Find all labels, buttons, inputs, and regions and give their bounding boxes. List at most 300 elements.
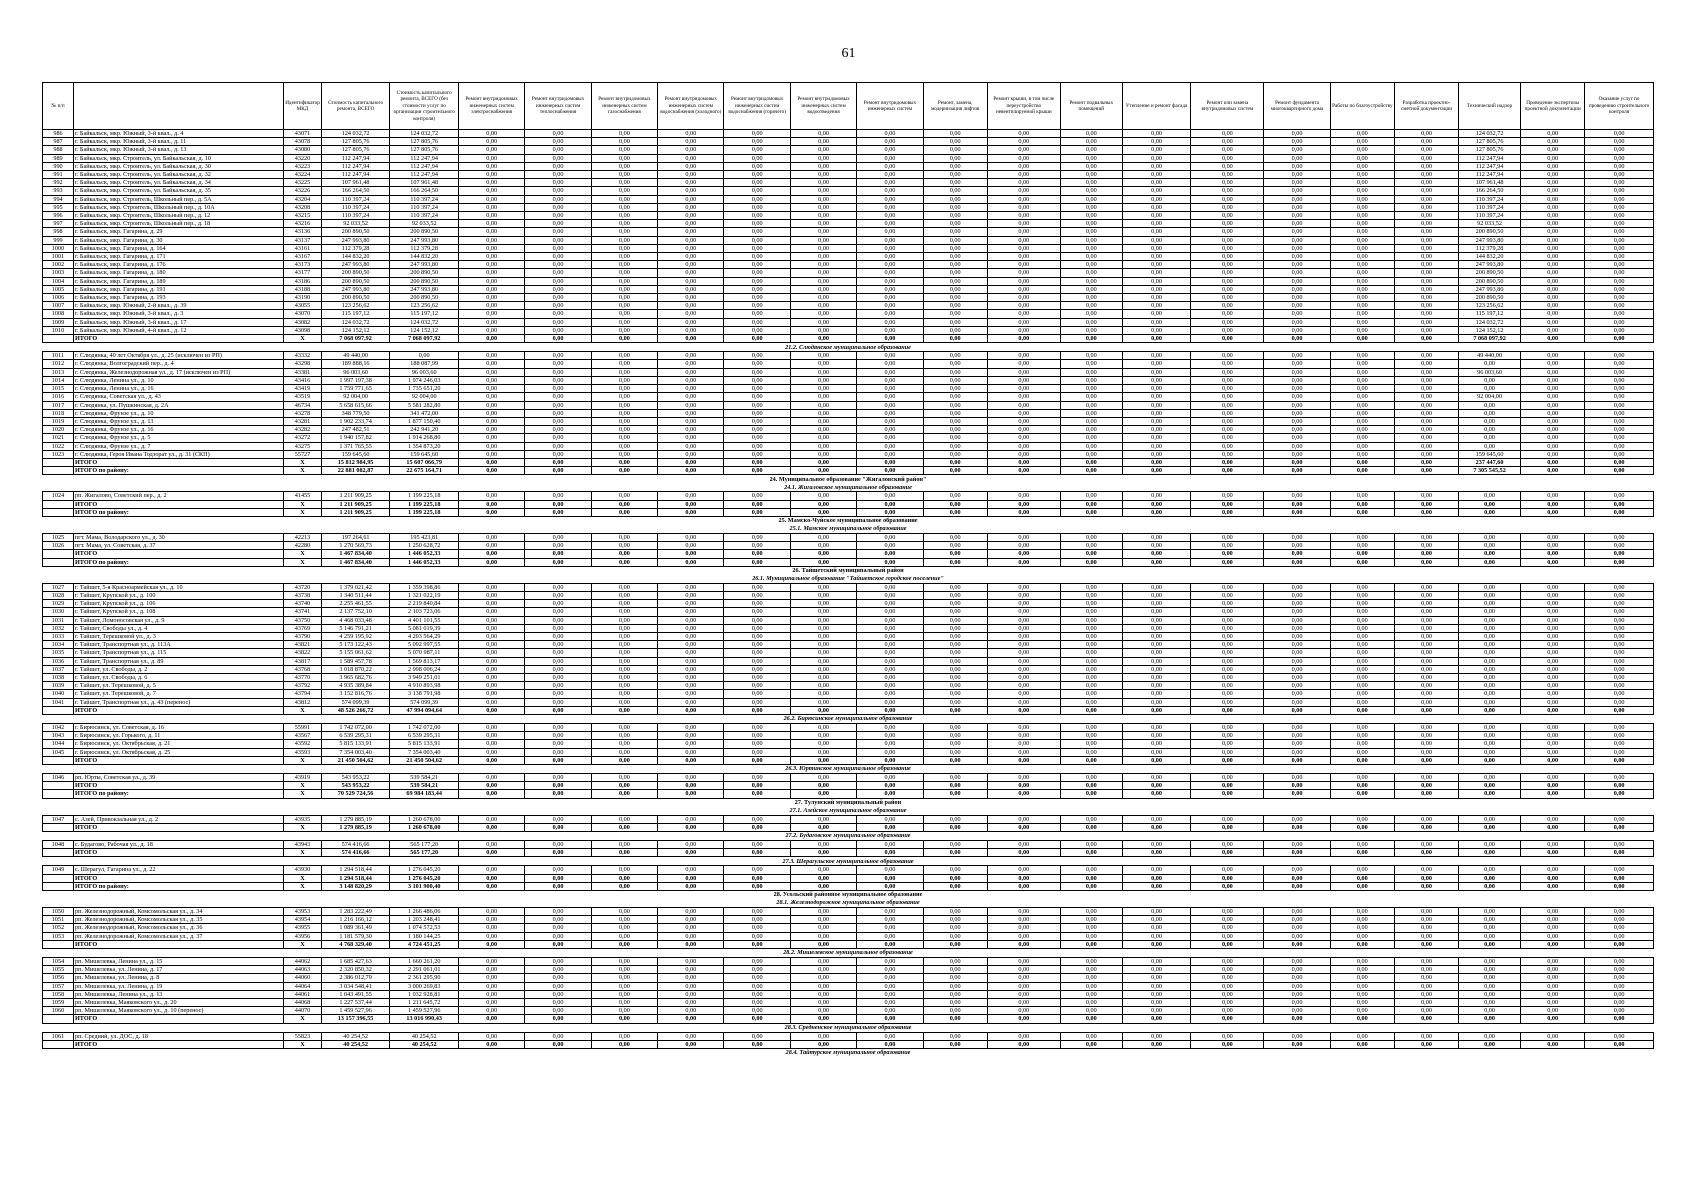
address-cell: г. Байкальск, мкр. Строитель, ул. Байкальская, д. 10 — [73, 154, 283, 162]
technical-supervision-cell: 0,00 — [1459, 657, 1521, 665]
work-value-cell: 0,00 — [458, 782, 524, 790]
work-value-cell: 0,00 — [1060, 179, 1122, 187]
work-value-cell: 0,00 — [591, 657, 657, 665]
work-value-cell: 0,00 — [658, 774, 724, 782]
cost-without-control-cell: 3 949 251,01 — [390, 673, 459, 681]
work-value-cell: 0,00 — [1122, 690, 1191, 698]
work-value-cell: 0,00 — [525, 649, 591, 657]
work-value-cell: 0,00 — [525, 641, 591, 649]
row-number: 1060 — [43, 1007, 74, 1015]
total-cost-cell: 112 247,94 — [321, 171, 390, 179]
total-cost-cell: 112 247,94 — [321, 162, 390, 170]
work-value-cell: 0,00 — [591, 154, 657, 162]
work-value-cell: 0,00 — [987, 467, 1060, 475]
work-value-cell: 0,00 — [790, 335, 856, 343]
work-value-cell: 0,00 — [923, 269, 987, 277]
work-value-cell: 0,00 — [1060, 673, 1122, 681]
total-row — [43, 790, 1654, 798]
work-value-cell: 0,00 — [1122, 409, 1191, 417]
work-value-cell: 0,00 — [658, 187, 724, 195]
work-value-cell: 0,00 — [525, 277, 591, 285]
cost-without-control-cell: 123 256,62 — [390, 302, 459, 310]
work-value-cell: 0,00 — [1060, 908, 1122, 916]
work-value-cell: 0,00 — [724, 130, 790, 138]
work-value-cell: 0,00 — [790, 146, 856, 154]
row-number — [43, 782, 74, 790]
work-value-cell: 0,00 — [658, 608, 724, 616]
work-value-cell: 0,00 — [1394, 1007, 1458, 1015]
work-value-cell: 0,00 — [525, 916, 591, 924]
work-value-cell: 0,00 — [724, 982, 790, 990]
work-value-cell: 0,00 — [1264, 849, 1330, 857]
total-cost-cell: 1 216 166,12 — [321, 916, 390, 924]
work-value-cell: 0,00 — [987, 608, 1060, 616]
work-value-cell: 0,00 — [1521, 665, 1585, 673]
work-value-cell: 0,00 — [1060, 999, 1122, 1007]
work-value-cell: 0,00 — [658, 982, 724, 990]
total-cost-cell: 1 997 197,38 — [321, 376, 390, 384]
work-value-cell: 0,00 — [1191, 916, 1264, 924]
technical-supervision-cell: 0,00 — [1459, 558, 1521, 566]
mkd-id-cell: 43954 — [284, 916, 322, 924]
work-value-cell: 0,00 — [987, 533, 1060, 541]
total-cost-cell: 247 993,80 — [321, 285, 390, 293]
work-value-cell: 0,00 — [1585, 492, 1654, 500]
work-value-cell: 0,00 — [1264, 673, 1330, 681]
total-cost-cell: 5 146 791,21 — [321, 624, 390, 632]
work-value-cell: 0,00 — [1585, 187, 1654, 195]
work-value-cell: 0,00 — [1264, 138, 1330, 146]
section-heading: 26.1. Муниципальное образование "Тайшетское городское поселение" — [752, 575, 944, 583]
technical-supervision-cell: 0,00 — [1459, 958, 1521, 966]
work-value-cell: 0,00 — [591, 318, 657, 326]
work-value-cell: 0,00 — [1330, 326, 1394, 334]
address-cell: г. Тайшет, Крупской ул., д. 108 — [73, 608, 283, 616]
work-value-cell: 0,00 — [458, 409, 524, 417]
work-value-cell: 0,00 — [1330, 999, 1394, 1007]
work-value-cell: 0,00 — [1060, 195, 1122, 203]
work-value-cell: 0,00 — [1394, 285, 1458, 293]
work-value-cell: 0,00 — [987, 244, 1060, 252]
work-value-cell: 0,00 — [1264, 162, 1330, 170]
work-value-cell: 0,00 — [1330, 187, 1394, 195]
work-value-cell: 0,00 — [987, 253, 1060, 261]
work-value-cell: 0,00 — [458, 1040, 524, 1048]
work-value-cell: 0,00 — [525, 261, 591, 269]
work-value-cell: 0,00 — [658, 657, 724, 665]
work-value-cell: 0,00 — [724, 385, 790, 393]
work-value-cell: 0,00 — [1122, 450, 1191, 458]
table-row — [43, 352, 1654, 360]
work-value-cell: 0,00 — [1060, 442, 1122, 450]
work-value-cell: 0,00 — [857, 916, 923, 924]
total-row — [43, 335, 1654, 343]
work-value-cell: 0,00 — [1264, 624, 1330, 632]
work-value-cell: 0,00 — [1521, 823, 1585, 831]
work-value-cell: 0,00 — [591, 376, 657, 384]
work-value-cell: 0,00 — [1122, 665, 1191, 673]
work-value-cell: 0,00 — [1264, 401, 1330, 409]
work-value-cell: 0,00 — [1394, 236, 1458, 244]
address-cell: ИТОГО — [73, 1040, 283, 1048]
work-value-cell: 0,00 — [923, 698, 987, 706]
mkd-id-cell: 44062 — [284, 958, 322, 966]
address-cell: с. Шерагул, Гагарина ул., д. 22 — [73, 866, 283, 874]
work-value-cell: 0,00 — [658, 253, 724, 261]
work-value-cell: 0,00 — [1122, 874, 1191, 882]
work-value-cell: 0,00 — [1122, 492, 1191, 500]
work-value-cell: 0,00 — [1585, 990, 1654, 998]
work-value-cell: 0,00 — [658, 924, 724, 932]
work-value-cell: 0,00 — [1394, 417, 1458, 425]
work-value-cell: 0,00 — [1264, 657, 1330, 665]
work-value-cell: 0,00 — [790, 724, 856, 732]
work-value-cell: 0,00 — [1521, 849, 1585, 857]
work-value-cell: 0,00 — [724, 958, 790, 966]
work-value-cell: 0,00 — [458, 982, 524, 990]
work-value-cell: 0,00 — [1264, 1040, 1330, 1048]
work-value-cell: 0,00 — [1191, 244, 1264, 252]
work-value-cell: 0,00 — [1330, 608, 1394, 616]
address-cell: г. Тайшет, Ломоносовская ул., д. 9 — [73, 616, 283, 624]
work-value-cell: 0,00 — [1330, 774, 1394, 782]
work-value-cell: 0,00 — [923, 874, 987, 882]
work-value-cell: 0,00 — [1394, 782, 1458, 790]
work-value-cell: 0,00 — [1060, 162, 1122, 170]
technical-supervision-cell: 200 890,50 — [1459, 294, 1521, 302]
work-value-cell: 0,00 — [724, 195, 790, 203]
work-value-cell: 0,00 — [1264, 360, 1330, 368]
work-value-cell: 0,00 — [987, 849, 1060, 857]
work-value-cell: 0,00 — [1521, 385, 1585, 393]
mkd-id-cell: 44063 — [284, 966, 322, 974]
work-value-cell: 0,00 — [923, 740, 987, 748]
work-value-cell: 0,00 — [525, 774, 591, 782]
work-value-cell: 0,00 — [987, 401, 1060, 409]
mkd-id-cell: 44064 — [284, 982, 322, 990]
work-value-cell: 0,00 — [923, 600, 987, 608]
work-value-cell: 0,00 — [790, 450, 856, 458]
work-value-cell: 0,00 — [790, 732, 856, 740]
work-value-cell: 0,00 — [1330, 698, 1394, 706]
work-value-cell: 0,00 — [1330, 724, 1394, 732]
address-cell: рп. Средний, ул. ДОС, д. 18 — [73, 1032, 283, 1040]
address-cell: г. Слюдянка, Советская ул., д. 43 — [73, 393, 283, 401]
work-value-cell: 0,00 — [857, 1032, 923, 1040]
work-value-cell: 0,00 — [1585, 310, 1654, 318]
work-value-cell: 0,00 — [658, 492, 724, 500]
work-value-cell: 0,00 — [1330, 815, 1394, 823]
work-value-cell: 0,00 — [790, 187, 856, 195]
work-value-cell: 0,00 — [525, 385, 591, 393]
table-row — [43, 318, 1654, 326]
work-value-cell: 0,00 — [1330, 616, 1394, 624]
total-cost-cell: 115 197,12 — [321, 310, 390, 318]
work-value-cell: 0,00 — [1330, 924, 1394, 932]
work-value-cell: 0,00 — [1060, 1032, 1122, 1040]
mkd-id-cell: 43768 — [284, 665, 322, 673]
mkd-id-cell: 43919 — [284, 774, 322, 782]
work-value-cell: 0,00 — [591, 958, 657, 966]
work-value-cell: 0,00 — [1122, 261, 1191, 269]
work-value-cell: 0,00 — [1122, 823, 1191, 831]
row-number: 1005 — [43, 285, 74, 293]
work-value-cell: 0,00 — [458, 426, 524, 434]
work-value-cell: 0,00 — [591, 558, 657, 566]
work-value-cell: 0,00 — [1585, 591, 1654, 599]
work-value-cell: 0,00 — [458, 1007, 524, 1015]
work-value-cell: 0,00 — [1060, 417, 1122, 425]
technical-supervision-cell: 144 832,20 — [1459, 253, 1521, 261]
work-value-cell: 0,00 — [591, 277, 657, 285]
work-value-cell: 0,00 — [525, 294, 591, 302]
address-cell: г. Слюдянка, 40 лет Октября ул., д. 25 (исключен из РП) — [73, 352, 283, 360]
work-value-cell: 0,00 — [790, 417, 856, 425]
work-value-cell: 0,00 — [1191, 450, 1264, 458]
work-value-cell: 0,00 — [987, 908, 1060, 916]
total-cost-cell: 1 467 834,40 — [321, 558, 390, 566]
column-header: Проведение экспертизы проектной документации — [1521, 83, 1585, 130]
work-value-cell: 0,00 — [458, 368, 524, 376]
work-value-cell: 0,00 — [1521, 492, 1585, 500]
work-value-cell: 0,00 — [1264, 450, 1330, 458]
work-value-cell: 0,00 — [1394, 990, 1458, 998]
address-cell: г. Слюдянка, ул. Пушкинская, д. 2А — [73, 401, 283, 409]
total-cost-cell: 3 034 548,41 — [321, 982, 390, 990]
work-value-cell: 0,00 — [1394, 376, 1458, 384]
technical-supervision-cell: 0,00 — [1459, 608, 1521, 616]
work-value-cell: 0,00 — [1394, 244, 1458, 252]
work-value-cell: 0,00 — [1264, 261, 1330, 269]
work-value-cell: 0,00 — [458, 882, 524, 890]
work-value-cell: 0,00 — [1330, 550, 1394, 558]
work-value-cell: 0,00 — [658, 1040, 724, 1048]
work-value-cell: 0,00 — [790, 774, 856, 782]
work-value-cell: 0,00 — [857, 401, 923, 409]
work-value-cell: 0,00 — [1394, 999, 1458, 1007]
total-cost-cell: 1 467 834,40 — [321, 550, 390, 558]
mkd-id-cell: 43720 — [284, 583, 322, 591]
work-value-cell: 0,00 — [1060, 732, 1122, 740]
work-value-cell: 0,00 — [1330, 866, 1394, 874]
work-value-cell: 0,00 — [1330, 849, 1394, 857]
work-value-cell: 0,00 — [1122, 774, 1191, 782]
work-value-cell: 0,00 — [591, 583, 657, 591]
work-value-cell: 0,00 — [724, 966, 790, 974]
work-value-cell: 0,00 — [987, 171, 1060, 179]
work-value-cell: 0,00 — [1122, 179, 1191, 187]
work-value-cell: 0,00 — [923, 458, 987, 466]
work-value-cell: 0,00 — [591, 171, 657, 179]
row-number — [43, 500, 74, 508]
technical-supervision-cell: 0,00 — [1459, 999, 1521, 1007]
work-value-cell: 0,00 — [525, 269, 591, 277]
work-value-cell: 0,00 — [1394, 849, 1458, 857]
work-value-cell: 0,00 — [724, 908, 790, 916]
work-value-cell: 0,00 — [658, 533, 724, 541]
work-value-cell: 0,00 — [1191, 138, 1264, 146]
work-value-cell: 0,00 — [790, 162, 856, 170]
work-value-cell: 0,00 — [1060, 624, 1122, 632]
work-value-cell: 0,00 — [1394, 130, 1458, 138]
work-value-cell: 0,00 — [525, 940, 591, 948]
section-heading: 24. Муниципальное образование "Жигаловский район" — [769, 475, 927, 483]
work-value-cell: 0,00 — [1394, 492, 1458, 500]
work-value-cell: 0,00 — [1394, 1015, 1458, 1023]
work-value-cell: 0,00 — [525, 632, 591, 640]
work-value-cell: 0,00 — [857, 932, 923, 940]
address-cell: г. Тайшет, Транспортная ул., д. 115 — [73, 649, 283, 657]
work-value-cell: 0,00 — [1394, 318, 1458, 326]
table-row — [43, 866, 1654, 874]
work-value-cell: 0,00 — [923, 492, 987, 500]
total-cost-cell: 92 033,52 — [321, 220, 390, 228]
work-value-cell: 0,00 — [658, 302, 724, 310]
table-row — [43, 310, 1654, 318]
row-number: 1020 — [43, 426, 74, 434]
work-value-cell: 0,00 — [458, 385, 524, 393]
work-value-cell: 0,00 — [987, 492, 1060, 500]
work-value-cell: 0,00 — [1264, 376, 1330, 384]
table-row — [43, 261, 1654, 269]
work-value-cell: 0,00 — [857, 732, 923, 740]
work-value-cell: 0,00 — [458, 849, 524, 857]
work-value-cell: 0,00 — [1122, 550, 1191, 558]
work-value-cell: 0,00 — [987, 285, 1060, 293]
work-value-cell: 0,00 — [857, 138, 923, 146]
work-value-cell: 0,00 — [1585, 508, 1654, 516]
work-value-cell: 0,00 — [1521, 940, 1585, 948]
table-row — [43, 434, 1654, 442]
work-value-cell: 0,00 — [525, 154, 591, 162]
work-value-cell: 0,00 — [1060, 940, 1122, 948]
work-value-cell: 0,00 — [1585, 171, 1654, 179]
cost-without-control-cell: 1 180 144,25 — [390, 932, 459, 940]
work-value-cell: 0,00 — [857, 146, 923, 154]
cost-without-control-cell: 0,00 — [390, 352, 459, 360]
work-value-cell: 0,00 — [1394, 632, 1458, 640]
work-value-cell: 0,00 — [658, 203, 724, 211]
work-value-cell: 0,00 — [1264, 924, 1330, 932]
work-value-cell: 0,00 — [458, 958, 524, 966]
work-value-cell: 0,00 — [724, 591, 790, 599]
work-value-cell: 0,00 — [790, 990, 856, 998]
work-value-cell: 0,00 — [1060, 774, 1122, 782]
row-number: 1014 — [43, 376, 74, 384]
work-value-cell: 0,00 — [987, 162, 1060, 170]
work-value-cell: 0,00 — [1122, 318, 1191, 326]
work-value-cell: 0,00 — [458, 649, 524, 657]
mkd-id-cell: 44061 — [284, 990, 322, 998]
column-header: Ремонт внутридомовых инженерных систем газоснабжения — [591, 83, 657, 130]
work-value-cell: 0,00 — [525, 999, 591, 1007]
work-value-cell: 0,00 — [987, 542, 1060, 550]
work-value-cell: 0,00 — [724, 179, 790, 187]
mkd-id-cell: 43298 — [284, 360, 322, 368]
work-value-cell: 0,00 — [591, 790, 657, 798]
work-value-cell: 0,00 — [724, 417, 790, 425]
work-value-cell: 0,00 — [790, 401, 856, 409]
work-value-cell: 0,00 — [1521, 162, 1585, 170]
work-value-cell: 0,00 — [658, 450, 724, 458]
work-value-cell: 0,00 — [1394, 277, 1458, 285]
address-cell: с. Будагово, Рабочая ул., д. 18 — [73, 841, 283, 849]
technical-supervision-cell: 0,00 — [1459, 583, 1521, 591]
work-value-cell: 0,00 — [1060, 924, 1122, 932]
work-value-cell: 0,00 — [987, 916, 1060, 924]
total-cost-cell: 3 152 816,76 — [321, 690, 390, 698]
work-value-cell: 0,00 — [458, 195, 524, 203]
work-value-cell: 0,00 — [1394, 352, 1458, 360]
work-value-cell: 0,00 — [1264, 417, 1330, 425]
work-value-cell: 0,00 — [1191, 999, 1264, 1007]
work-value-cell: 0,00 — [790, 649, 856, 657]
work-value-cell: 0,00 — [1264, 146, 1330, 154]
work-value-cell: 0,00 — [1264, 882, 1330, 890]
address-cell: г. Тайшет, ул. Свободы, д. 6 — [73, 673, 283, 681]
address-cell: г. Байкальск, мкр. Строитель, Школьный пер., д. 5А — [73, 195, 283, 203]
work-value-cell: 0,00 — [1264, 244, 1330, 252]
total-cost-cell: 197 264,61 — [321, 533, 390, 541]
work-value-cell: 0,00 — [1521, 608, 1585, 616]
work-value-cell: 0,00 — [923, 253, 987, 261]
row-number: 1008 — [43, 310, 74, 318]
total-cost-cell: 574 099,39 — [321, 698, 390, 706]
work-value-cell: 0,00 — [1191, 500, 1264, 508]
technical-supervision-cell: 0,00 — [1459, 782, 1521, 790]
work-value-cell: 0,00 — [724, 1040, 790, 1048]
work-value-cell: 0,00 — [1521, 616, 1585, 624]
address-cell: рп. Юрты, Советская ул., д. 39 — [73, 774, 283, 782]
total-cost-cell: 1 742 072,00 — [321, 724, 390, 732]
column-header: Ремонт внутридомовых инженерных систем теплоснабжения — [525, 83, 591, 130]
work-value-cell: 0,00 — [857, 724, 923, 732]
cost-without-control-cell: 539 584,21 — [390, 774, 459, 782]
work-value-cell: 0,00 — [724, 583, 790, 591]
work-value-cell: 0,00 — [1521, 649, 1585, 657]
work-value-cell: 0,00 — [1122, 269, 1191, 277]
work-value-cell: 0,00 — [591, 492, 657, 500]
address-cell: г. Байкальск, мкр. Южный, 3-й квал., д. 3 — [73, 310, 283, 318]
total-cost-cell: 1 279 885,19 — [321, 815, 390, 823]
work-value-cell: 0,00 — [1330, 261, 1394, 269]
work-value-cell: 0,00 — [790, 966, 856, 974]
work-value-cell: 0,00 — [458, 916, 524, 924]
work-value-cell: 0,00 — [1585, 966, 1654, 974]
row-number: 993 — [43, 187, 74, 195]
row-number: 990 — [43, 162, 74, 170]
work-value-cell: 0,00 — [790, 558, 856, 566]
work-value-cell: 0,00 — [1330, 318, 1394, 326]
work-value-cell: 0,00 — [1264, 277, 1330, 285]
work-value-cell: 0,00 — [525, 874, 591, 882]
work-value-cell: 0,00 — [1264, 1007, 1330, 1015]
work-value-cell: 0,00 — [1521, 756, 1585, 764]
work-value-cell: 0,00 — [1394, 195, 1458, 203]
work-value-cell: 0,00 — [1585, 302, 1654, 310]
work-value-cell: 0,00 — [525, 401, 591, 409]
work-value-cell: 0,00 — [923, 138, 987, 146]
work-value-cell: 0,00 — [790, 665, 856, 673]
work-value-cell: 0,00 — [1122, 458, 1191, 466]
work-value-cell: 0,00 — [724, 874, 790, 882]
work-value-cell: 0,00 — [1394, 335, 1458, 343]
work-value-cell: 0,00 — [525, 932, 591, 940]
mkd-id-cell: 43223 — [284, 162, 322, 170]
work-value-cell: 0,00 — [458, 533, 524, 541]
work-value-cell: 0,00 — [591, 352, 657, 360]
address-cell: г. Слюдянка, Ленина ул., д. 10 — [73, 376, 283, 384]
